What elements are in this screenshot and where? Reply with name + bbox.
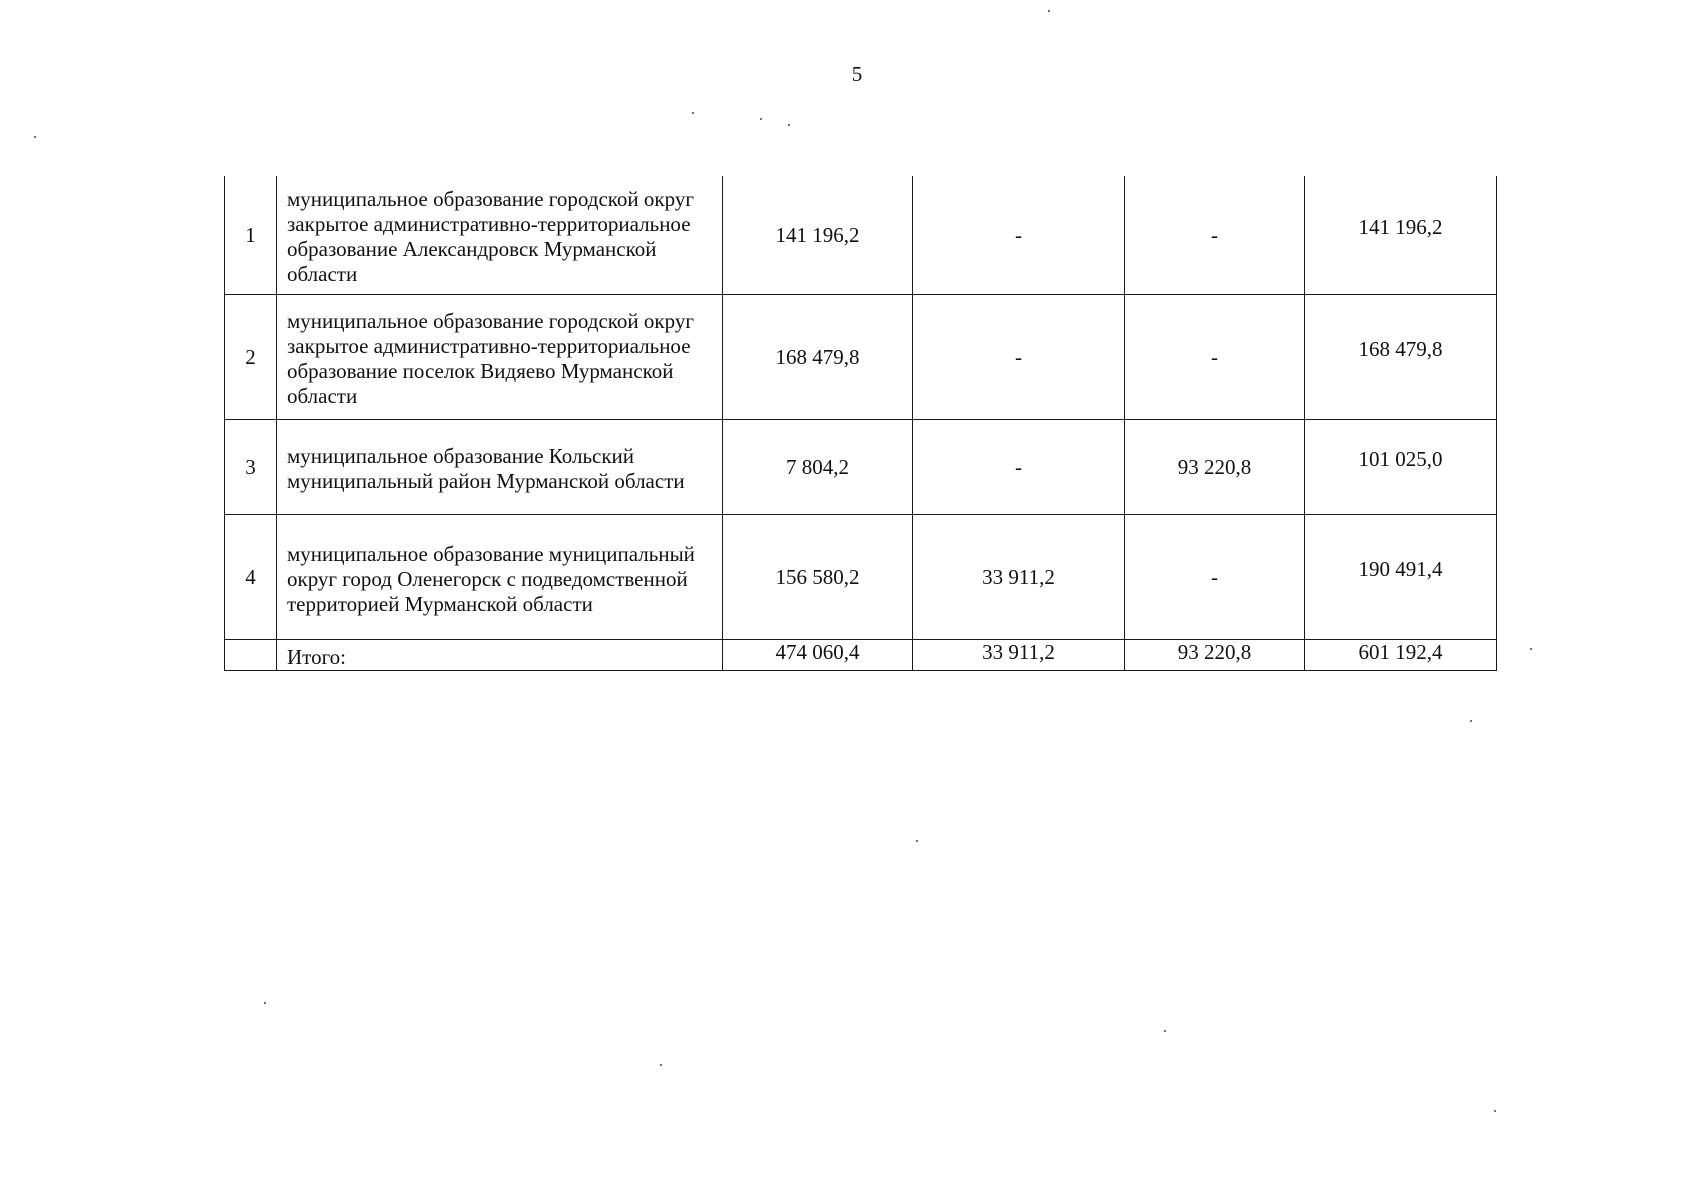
scan-speck	[916, 840, 918, 842]
page-number: 5	[851, 62, 863, 86]
municipality-name-text: муниципальное образование Кольский муниципальный район Мурманской области	[287, 444, 685, 493]
value-total-text: 101 025,0	[1358, 446, 1443, 471]
municipality-name	[277, 515, 723, 640]
total-value-1: 474 060,4	[723, 640, 913, 671]
scan-speck	[1530, 648, 1532, 650]
total-value-3: 93 220,8	[1125, 640, 1305, 671]
total-value-grand: 601 192,4	[1305, 640, 1497, 671]
municipality-name-text: муниципальное образование муниципальный округ город Оленегорск с подведомственной территорией Мурманской области	[287, 541, 695, 616]
row-number: 2	[225, 295, 277, 420]
value-cell-1: 141 196,2	[723, 176, 913, 295]
value-total-text: 141 196,2	[1358, 214, 1443, 239]
scan-speck	[1494, 1110, 1496, 1112]
total-row	[225, 640, 1497, 671]
scan-speck	[760, 118, 762, 120]
table-row	[225, 515, 1497, 640]
scan-speck	[788, 124, 790, 126]
value-cell-total	[1305, 515, 1497, 640]
table-row	[225, 420, 1497, 515]
allocation-table	[224, 176, 1497, 671]
value-cell-3: -	[1125, 515, 1305, 640]
row-number: 4	[225, 515, 277, 640]
scan-speck	[1470, 720, 1472, 722]
row-number: 3	[225, 420, 277, 515]
value-cell-2: -	[913, 420, 1125, 515]
value-cell-3: -	[1125, 176, 1305, 295]
municipality-name-text: муниципальное образование городской округ закрытое административно-территориальное образование Александровск Мурманской области	[287, 187, 694, 286]
table-row	[225, 176, 1497, 295]
value-cell-total	[1305, 176, 1497, 295]
scan-speck	[264, 1002, 266, 1004]
value-cell-3: 93 220,8	[1125, 420, 1305, 515]
municipality-name	[277, 420, 723, 515]
table-row	[225, 295, 1497, 420]
municipality-name	[277, 295, 723, 420]
value-cell-1: 156 580,2	[723, 515, 913, 640]
value-total-text: 190 491,4	[1358, 556, 1443, 581]
scan-speck	[34, 136, 36, 138]
scan-speck	[660, 1064, 662, 1066]
value-cell-1: 7 804,2	[723, 420, 913, 515]
value-cell-2: 33 911,2	[913, 515, 1125, 640]
scan-speck	[1048, 10, 1050, 12]
value-cell-total	[1305, 420, 1497, 515]
total-row-number	[225, 640, 277, 671]
scan-speck	[692, 112, 694, 114]
municipality-name-text: муниципальное образование городской округ закрытое административно-территориальное образование поселок Видяево Мурманской области	[287, 309, 694, 408]
value-total-text: 168 479,8	[1358, 336, 1443, 361]
value-cell-3: -	[1125, 295, 1305, 420]
value-cell-2: -	[913, 295, 1125, 420]
scan-speck	[1164, 1030, 1166, 1032]
value-cell-2: -	[913, 176, 1125, 295]
municipality-name	[277, 176, 723, 295]
total-value-2: 33 911,2	[913, 640, 1125, 671]
total-label: Итого:	[277, 640, 723, 671]
value-cell-1: 168 479,8	[723, 295, 913, 420]
value-cell-total	[1305, 295, 1497, 420]
row-number: 1	[225, 176, 277, 295]
